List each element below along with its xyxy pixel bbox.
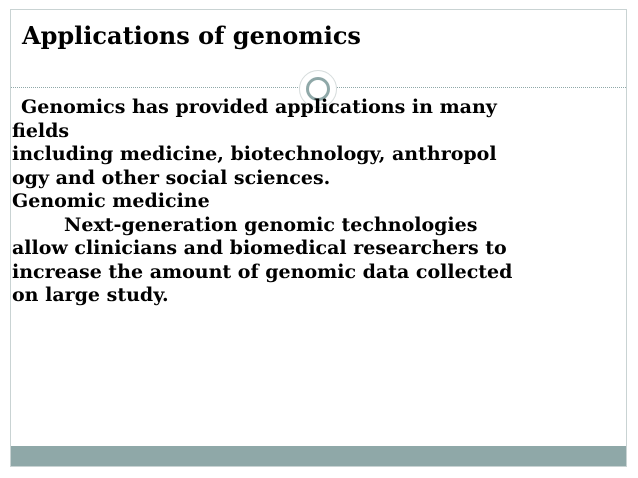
slide-title: Applications of genomics [22, 21, 361, 50]
body-line: Genomics has provided applications in many [21, 96, 497, 118]
body-line: Next-generation genomic technologies [64, 213, 478, 236]
body-line: increase the amount of genomic data collected [12, 260, 513, 283]
body-line: allow clinicians and biomedical researchers to [12, 237, 507, 259]
slide-body [12, 96, 620, 308]
body-line: including medicine, biotechnology, anthropol [12, 143, 497, 165]
body-heading-genomic-medicine: Genomic medicine [12, 190, 210, 212]
body-line: on large study. [12, 284, 169, 306]
body-line: fields [12, 119, 70, 142]
body-line: ogy and other social sciences. [12, 166, 331, 189]
footer-bar [11, 446, 626, 466]
